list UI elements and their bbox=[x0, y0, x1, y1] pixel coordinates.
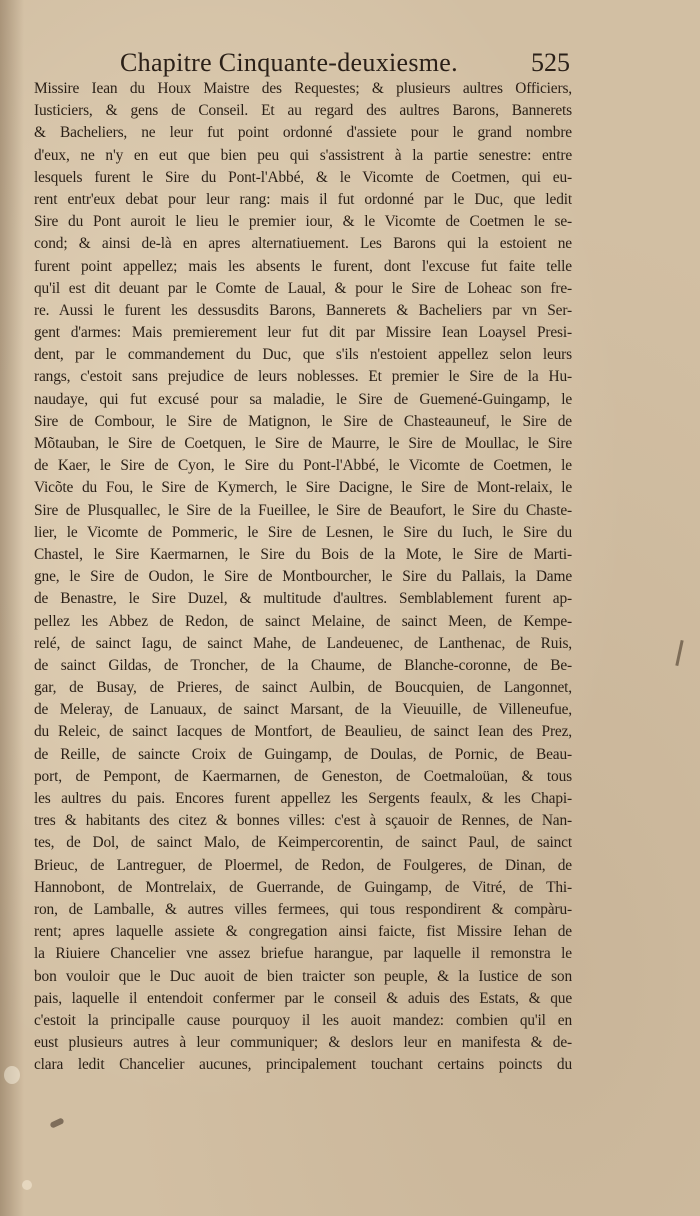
text-line: pais, laquelle il entendoit confermer par le conseil & aduis des Estats, & que bbox=[34, 989, 572, 1007]
text-line: Sire de Combour, le Sire de Matignon, le Sire de Chasteauneuf, le Sire de bbox=[34, 412, 572, 430]
body-text bbox=[34, 78, 572, 1076]
text-line: rent entr'eux debat pour leur rang: mais il fut ordonné par le Duc, que ledit bbox=[34, 190, 572, 208]
text-line: bon vouloir que le Duc auoit de bien traicter son peuple, & la Iustice de son bbox=[34, 967, 572, 985]
page-number: 525 bbox=[531, 48, 570, 77]
text-line: de Meleray, de Lanuaux, de sainct Marsant, de la Vieuuille, de Villeneufue, bbox=[34, 701, 572, 719]
text-line: re. Aussi le furent les dessusdits Barons, Bannerets & Bacheliers par vn Ser- bbox=[34, 301, 572, 319]
text-line: Missire Iean du Houx Maistre des Requestes; & plusieurs aultres Officiers, bbox=[34, 80, 572, 97]
text-line: du Releic, de sainct Iacques de Montfort, de Beaulieu, de sainct Iean des Prez, bbox=[34, 723, 572, 741]
text-line: tres & habitants des citez & bonnes villes: c'est à sçauoir de Rennes, de Nan- bbox=[34, 812, 572, 830]
text-line: eust plusieurs autres à leur communiquer; & deslors leur en manifesta & de- bbox=[34, 1034, 572, 1052]
text-line: qu'il est dit deuant par le Comte de Laual, & pour le Sire de Loheac son fre- bbox=[34, 279, 572, 297]
text-line: de Reille, de saincte Croix de Guingamp, de Doulas, de Pornic, de Beau- bbox=[34, 745, 572, 763]
text-line: Sire du Pont auroit le lieu le premier iour, & le Vicomte de Coetmen le se- bbox=[34, 213, 572, 231]
text-line: naudaye, qui fut excusé pour sa maladie, le Sire de Guemené-Guingamp, le bbox=[34, 390, 572, 408]
running-title: Chapitre Cinquante-deuxiesme. bbox=[120, 48, 458, 77]
text-line: lesquels furent le Sire du Pont-l'Abbé, & le Vicomte de Coetmen, qui eu- bbox=[34, 168, 572, 186]
text-line: d'eux, ne n'y en eut que bien peu qui s'assistrent à la partie senestre: entre bbox=[34, 146, 572, 164]
text-line: & Bacheliers, ne leur fut point ordonné d'assiete pour le grand nombre bbox=[34, 124, 572, 142]
text-line: de Kaer, le Sire de Cyon, le Sire du Pont-l'Abbé, le Vicomte de Coetmen, le bbox=[34, 457, 572, 475]
text-line: gar, de Busay, de Prieres, de sainct Aulbin, de Boucquien, de Langonnet, bbox=[34, 679, 572, 697]
paper-stain bbox=[22, 1180, 32, 1190]
text-line: Sire de Plusquallec, le Sire de la Fueillee, le Sire de Beaufort, le Sire du Chaste- bbox=[34, 501, 572, 519]
text-line: port, de Pempont, de Kaermarnen, de Geneston, de Coetmaloüan, & tous bbox=[34, 767, 572, 785]
binding-shadow bbox=[0, 0, 24, 1216]
text-line: Iusticiers, & gens de Conseil. Et au regard des aultres Barons, Bannerets bbox=[34, 102, 572, 120]
text-line: clara ledit Chancelier aucunes, principalement touchant certains poincts du bbox=[34, 1056, 572, 1074]
text-line: Mõtauban, le Sire de Coetquen, le Sire de Maurre, le Sire de Moullac, le Sire bbox=[34, 435, 572, 452]
text-line: furent point appellez; mais les absents le furent, dont l'excuse fut faite telle bbox=[34, 257, 572, 275]
text-line: gent d'armes: Mais premierement leur fut dit par Missire Iean Loaysel Presi- bbox=[34, 324, 572, 342]
text-line: rangs, c'estoit sans prejudice de leurs noblesses. Et premier le Sire de la Hu- bbox=[34, 368, 572, 386]
paper-stain bbox=[4, 1066, 20, 1084]
text-line: relé, de sainct Iagu, de sainct Mahe, de Landeuenec, de Lanthenac, de Ruis, bbox=[34, 634, 572, 652]
text-line: gne, le Sire de Oudon, le Sire de Montbourcher, le Sire du Pallais, la Dame bbox=[34, 568, 572, 586]
text-line: tes, de Dol, de sainct Malo, de Keimpercorentin, de sainct Paul, de sainct bbox=[34, 834, 572, 852]
text-line: dent, par le commandement du Duc, que s'ils n'estoient appellez selon leurs bbox=[34, 346, 572, 364]
text-line: lier, le Vicomte de Pommeric, le Sire de Lesnen, le Sire du Iuch, le Sire du bbox=[34, 523, 572, 541]
text-line: ron, de Lamballe, & autres villes fermees, qui tous respondirent & compàru- bbox=[34, 900, 572, 918]
text-line: rent; apres laquelle assiete & congregation ainsi faicte, fist Missire Iehan de bbox=[34, 923, 572, 941]
text-line: Hannobont, de Montrelaix, de Guerrande, de Guingamp, de Vitré, de Thi- bbox=[34, 878, 572, 896]
ink-blot bbox=[49, 1117, 64, 1128]
text-line: Brieuc, de Lantreguer, de Ploermel, de Redon, de Foulgeres, de Dinan, de bbox=[34, 856, 572, 874]
text-line: de Benastre, le Sire Duzel, & multitude d'aultres. Semblablement furent ap- bbox=[34, 590, 572, 608]
text-line: de sainct Gildas, de Troncher, de la Chaume, de Blanche-coronne, de Be- bbox=[34, 656, 572, 674]
text-line: Vicõte du Fou, le Sire de Kymerch, le Sire Dacigne, le Sire de Mont-relaix, le bbox=[34, 479, 572, 497]
text-line: les aultres du pais. Encores furent appellez les Sergents feaulx, & les Chapi- bbox=[34, 790, 572, 807]
text-line: Chastel, le Sire Kaermarnen, le Sire du Bois de la Mote, le Sire de Marti- bbox=[34, 545, 572, 563]
text-line: c'estoit la principalle cause pourquoy il les auoit mandez: combien qu'il en bbox=[34, 1011, 572, 1029]
margin-pen-mark bbox=[675, 640, 683, 666]
text-line: pellez les Abbez de Redon, de sainct Melaine, de sainct Meen, de Kempe- bbox=[34, 612, 572, 630]
text-line: la Riuiere Chancelier vne assez briefue harangue, par laquelle il remonstra le bbox=[34, 945, 572, 963]
text-line: cond; & ainsi de-là en apres alternatiuement. Les Barons qui la estoient ne bbox=[34, 235, 572, 253]
